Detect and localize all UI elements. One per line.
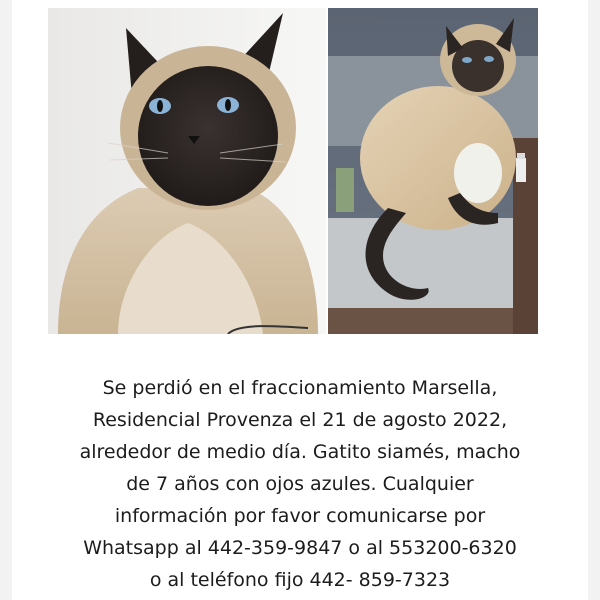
cat-portrait-photo: [48, 8, 326, 334]
notice-line: alrededor de medio día. Gatito siamés, macho: [79, 441, 521, 463]
cat-sitting-photo: [328, 8, 538, 334]
notice-line: información por favor comunicarse por: [114, 505, 486, 527]
lost-cat-notice: [40, 372, 560, 596]
notice-line: Residencial Provenza el 21 de agosto 2022,: [92, 409, 508, 431]
notice-line: Se perdió en el fraccionamiento Marsella,: [102, 377, 498, 399]
notice-line-phones: Whatsapp al 442-359-9847 o al 553200-6320: [83, 537, 517, 559]
cat-portrait-illustration: [48, 8, 326, 334]
notice-line-landline: o al teléfono fijo 442- 859-7323: [149, 569, 451, 591]
cat-sitting-illustration: [328, 8, 538, 334]
notice-line: de 7 años con ojos azules. Cualquier: [126, 473, 474, 495]
